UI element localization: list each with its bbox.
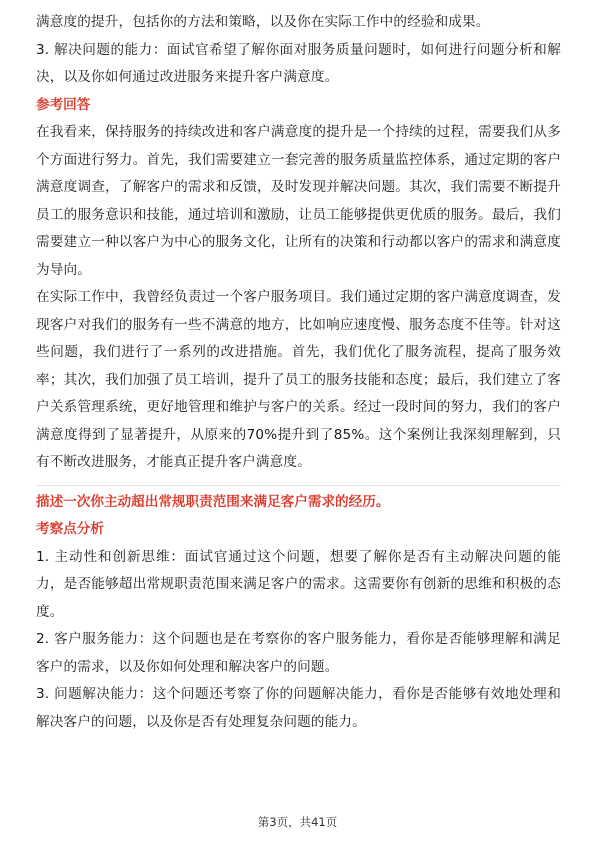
analysis-heading: 考察点分析 — [36, 521, 104, 537]
interview-question: 描述一次你主动超出常规职责范围来满足客户需求的经历。 — [36, 493, 390, 510]
answer-paragraph-1: 在我看来，保持服务的持续改进和客户满意度的提升是一个持续的过程，需要我们从多个方面进行努力。首先，我们需要建立一套完善的服务质量监控体系，通过定期的客户满意度调查，了解客户的需求和反馈，及时发现并解决问题。其次，我们需要不断提升员工的服务意识和技能，通过培训和激励，让员工能够提供更优质的服务。最后，我们需要建立一种以客户为中心的服务文化，让所有的决策和行动都以客户的需求和满意度为导向。 — [36, 124, 561, 278]
continued-paragraph: 满意度的提升，包括你的方法和策略，以及你在实际工作中的经验和成果。 — [36, 14, 490, 30]
analysis-point-3b: 3. 问题解决能力：这个问题还考察了你的问题解决能力，看你是否能够有效地处理和解决客户的问题，以及你是否有处理复杂问题的能力。 — [36, 686, 561, 730]
reference-answer-heading: 参考回答 — [36, 96, 91, 113]
document-page — [36, 9, 561, 736]
section-divider — [36, 485, 561, 486]
page-number: 第3页，共41页 — [257, 815, 338, 829]
analysis-point-2: 2. 客户服务能力：这个问题也是在考察你的客户服务能力，看你是否能够理解和满足客户的需求，以及你如何处理和解决客户的问题。 — [36, 631, 561, 675]
answer-paragraph-2: 在实际工作中，我曾经负责过一个客户服务项目。我们通过定期的客户满意度调查，发现客户对我们的服务有一些不满意的地方，比如响应速度慢、服务态度不佳等。针对这些问题，我们进行了一系列的改进措施。首先，我们优化了服务流程，提高了服务效率；其次，我们加强了员工培训，提升了员工的服务技能和态度；最后，我们建立了客户关系管理系统，更好地管理和维护与客户的关系。经过一段时间的努力，我们的客户满意度得到了显著提升，从原来的70%提升到了85%。这个案例让我深刻理解到，只有不断改进服务，才能真正提升客户满意度。 — [36, 289, 561, 470]
analysis-point-3: 3. 解决问题的能力：面试官希望了解你面对服务质量问题时，如何进行问题分析和解决，以及你如何通过改进服务来提升客户满意度。 — [36, 41, 561, 85]
analysis-point-1: 1. 主动性和创新思维：面试官通过这个问题，想要了解你是否有主动解决问题的能力，是否能够超出常规职责范围来满足客户的需求。这需要你有创新的思维和积极的态度。 — [36, 548, 561, 620]
page-footer — [0, 814, 595, 830]
